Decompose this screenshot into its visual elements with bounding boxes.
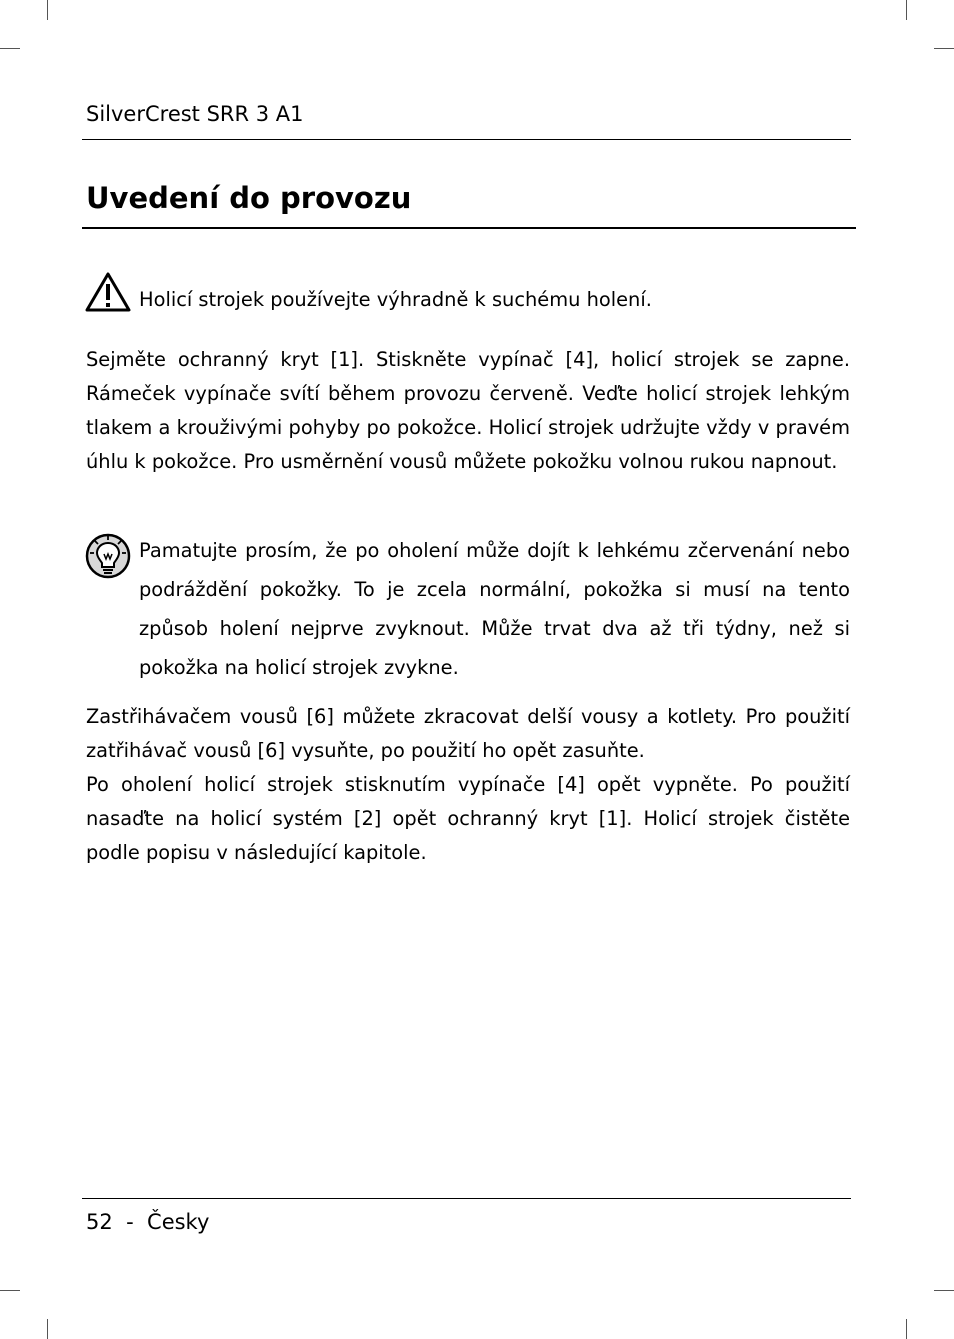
- footer-language: Česky: [147, 1210, 210, 1234]
- running-header: SilverCrest SRR 3 A1: [86, 102, 304, 126]
- crop-mark: [47, 1319, 48, 1339]
- crop-mark: [906, 1319, 907, 1339]
- footer-divider: [82, 1198, 851, 1199]
- switch-off-paragraph: Po oholení holicí strojek stisknutím vypínače [4] opět vypněte. Po použití nasaďte na holicí systém [2] opět ochranný kryt [1]. Holicí strojek čistěte podle popisu v následující kapitole.: [86, 773, 850, 864]
- note-text: Pamatujte prosím, že po oholení může dojít k lehkému zčervenání nebo podráždění pokožky. To je zcela normální, pokožka si musí na tento způsob holení nejprve zvyknout. Může trvat dva až tři týdny, než si pokožka na holicí strojek zvykne.: [139, 539, 850, 679]
- crop-mark: [0, 48, 20, 49]
- crop-mark: [934, 48, 954, 49]
- crop-mark: [906, 0, 907, 20]
- crop-mark: [934, 1290, 954, 1291]
- warning-triangle-icon: [85, 272, 131, 312]
- trimmer-paragraph: Zastřihávačem vousů [6] můžete zkracovat delší vousy a kotlety. Pro použití zatřihávač vousů [6] vysuňte, po použití ho opět zasuňte.: [86, 705, 850, 762]
- instruction-paragraph: Sejměte ochranný kryt [1]. Stiskněte vypínač [4], holicí strojek se zapne. Rámeček vypínače svítí během provozu červeně. Veďte holicí strojek lehkým tlakem a krouživými pohyby po pokožce. Holicí strojek udržujte vždy v pravém úhlu k pokožce. Pro usměrnění vousů můžete pokožku volnou rukou napnout.: [86, 348, 850, 473]
- lightbulb-icon: [85, 532, 131, 580]
- footer-separator: -: [126, 1210, 134, 1234]
- title-divider: [82, 227, 856, 229]
- page-footer: [86, 1206, 209, 1238]
- crop-mark: [0, 1290, 20, 1291]
- warning-text: Holicí strojek používejte výhradně k suchému holení.: [139, 288, 652, 311]
- crop-mark: [47, 0, 48, 20]
- header-divider: [82, 139, 851, 140]
- page-number: 52: [86, 1210, 113, 1234]
- section-title: Uvedení do provozu: [86, 181, 412, 215]
